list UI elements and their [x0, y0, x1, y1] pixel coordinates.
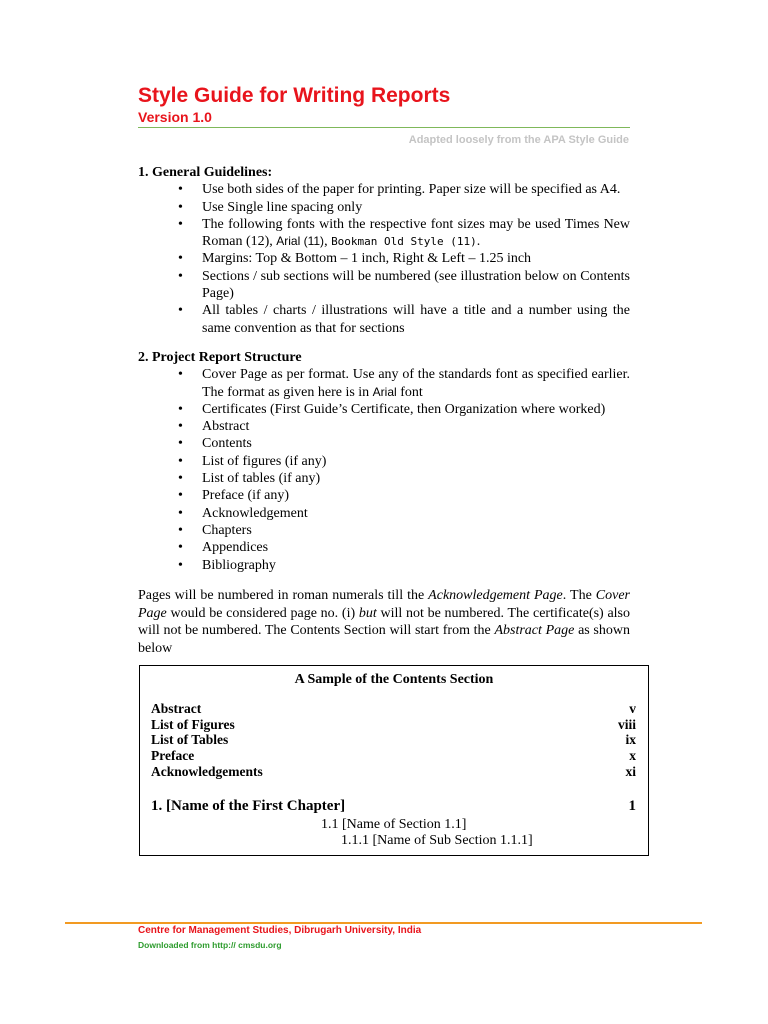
chapter-label: 1. [Name of the First Chapter] — [151, 798, 346, 814]
list-item: • Abstract — [202, 418, 630, 435]
version-label: Version 1.0 — [138, 109, 212, 125]
list-item-text: . — [476, 234, 481, 250]
contents-row — [151, 701, 636, 717]
paragraph-emphasis: but — [358, 605, 377, 621]
list-item — [202, 366, 630, 401]
chapter-page: 1 — [628, 798, 636, 814]
paragraph-text: will not be numbered. The certificate(s) also will not be numbered. The Contents Section will start from the — [138, 605, 630, 638]
contents-label: Preface — [151, 748, 195, 764]
section-heading-structure: 2. Project Report Structure — [138, 350, 302, 365]
contents-chapter-row — [151, 797, 636, 815]
document-title: Style Guide for Writing Reports — [138, 84, 451, 107]
footer-download-source: Downloaded from http:// cmsdu.org — [138, 940, 282, 950]
list-item — [202, 216, 630, 251]
footer-organization: Centre for Management Studies, Dibrugarh University, India — [138, 925, 422, 936]
general-guidelines-section — [138, 164, 630, 337]
list-item: • Use Single line spacing only — [202, 199, 630, 216]
list-item-text: , — [324, 234, 332, 250]
arial-sample: Arial (11) — [276, 234, 325, 249]
list-item: • Use both sides of the paper for printing. Paper size will be specified as A4. — [202, 181, 630, 198]
contents-row — [151, 748, 636, 764]
list-item: • Preface (if any) — [202, 487, 630, 504]
list-item: • Appendices — [202, 539, 630, 556]
general-guidelines-list — [138, 181, 630, 337]
contents-section-entry: 1.1 [Name of Section 1.1] — [321, 817, 467, 832]
contents-sample-box — [139, 665, 649, 856]
contents-label: List of Tables — [151, 732, 229, 748]
arial-sample: Arial — [372, 384, 397, 399]
list-item: • Margins: Top & Bottom – 1 inch, Right & Left – 1.25 inch — [202, 250, 630, 267]
list-item: • Contents — [202, 435, 630, 452]
contents-subsection-entry: 1.1.1 [Name of Sub Section 1.1.1] — [341, 833, 533, 848]
paragraph-text: would be considered page no. (i) — [166, 605, 359, 621]
paragraph-text: Pages will be numbered in roman numerals till the — [138, 588, 429, 603]
report-structure-section — [138, 349, 630, 574]
list-item: • All tables / charts / illustrations will have a title and a number using the same convention as that for sections — [202, 302, 630, 337]
header-rule — [138, 127, 630, 128]
contents-sample-title: A Sample of the Contents Section — [294, 672, 494, 687]
contents-label: Abstract — [151, 701, 202, 716]
list-item-text: font — [396, 384, 423, 400]
contents-row — [151, 717, 636, 733]
paragraph-emphasis: Acknowledgement Page — [428, 588, 563, 603]
report-structure-list — [138, 366, 630, 574]
footer-rule — [65, 922, 702, 924]
paragraph-emphasis: Cover Page — [138, 588, 630, 621]
contents-label: Acknowledgements — [151, 763, 263, 779]
list-item: • Certificates (First Guide’s Certificate, then Organization where worked) — [202, 401, 630, 418]
contents-list — [151, 701, 636, 780]
list-item-text: Cover Page as per format. Use any of the standards font as specified earlier. The format as given here is in — [202, 367, 630, 400]
list-item: • Bibliography — [202, 557, 630, 574]
paragraph-text: as shown below — [138, 623, 630, 656]
list-item: • List of figures (if any) — [202, 453, 630, 470]
list-item: • List of tables (if any) — [202, 470, 630, 487]
contents-row — [151, 764, 636, 780]
paragraph-text: . The — [562, 588, 596, 603]
page-numbering-paragraph — [138, 587, 630, 657]
contents-page: ix — [625, 732, 636, 748]
list-item: • Acknowledgement — [202, 505, 630, 522]
contents-row — [151, 732, 636, 748]
contents-label: List of Figures — [151, 716, 235, 732]
contents-page: x — [629, 748, 636, 764]
adapted-note: Adapted loosely from the APA Style Guide — [408, 134, 629, 146]
contents-page: xi — [625, 763, 636, 779]
list-item: • Chapters — [202, 522, 630, 539]
contents-page: v — [629, 701, 636, 716]
contents-page: viii — [617, 716, 636, 732]
bookman-sample: Bookman Old Style (11) — [331, 235, 477, 249]
list-item-text: The following fonts with the respective font sizes may be used Times New Roman (12), — [202, 216, 630, 250]
section-heading-general: 1. General Guidelines: — [138, 165, 273, 180]
list-item: • Sections / sub sections will be numbered (see illustration below on Contents Page) — [202, 268, 630, 303]
paragraph-emphasis: Abstract Page — [494, 623, 575, 638]
